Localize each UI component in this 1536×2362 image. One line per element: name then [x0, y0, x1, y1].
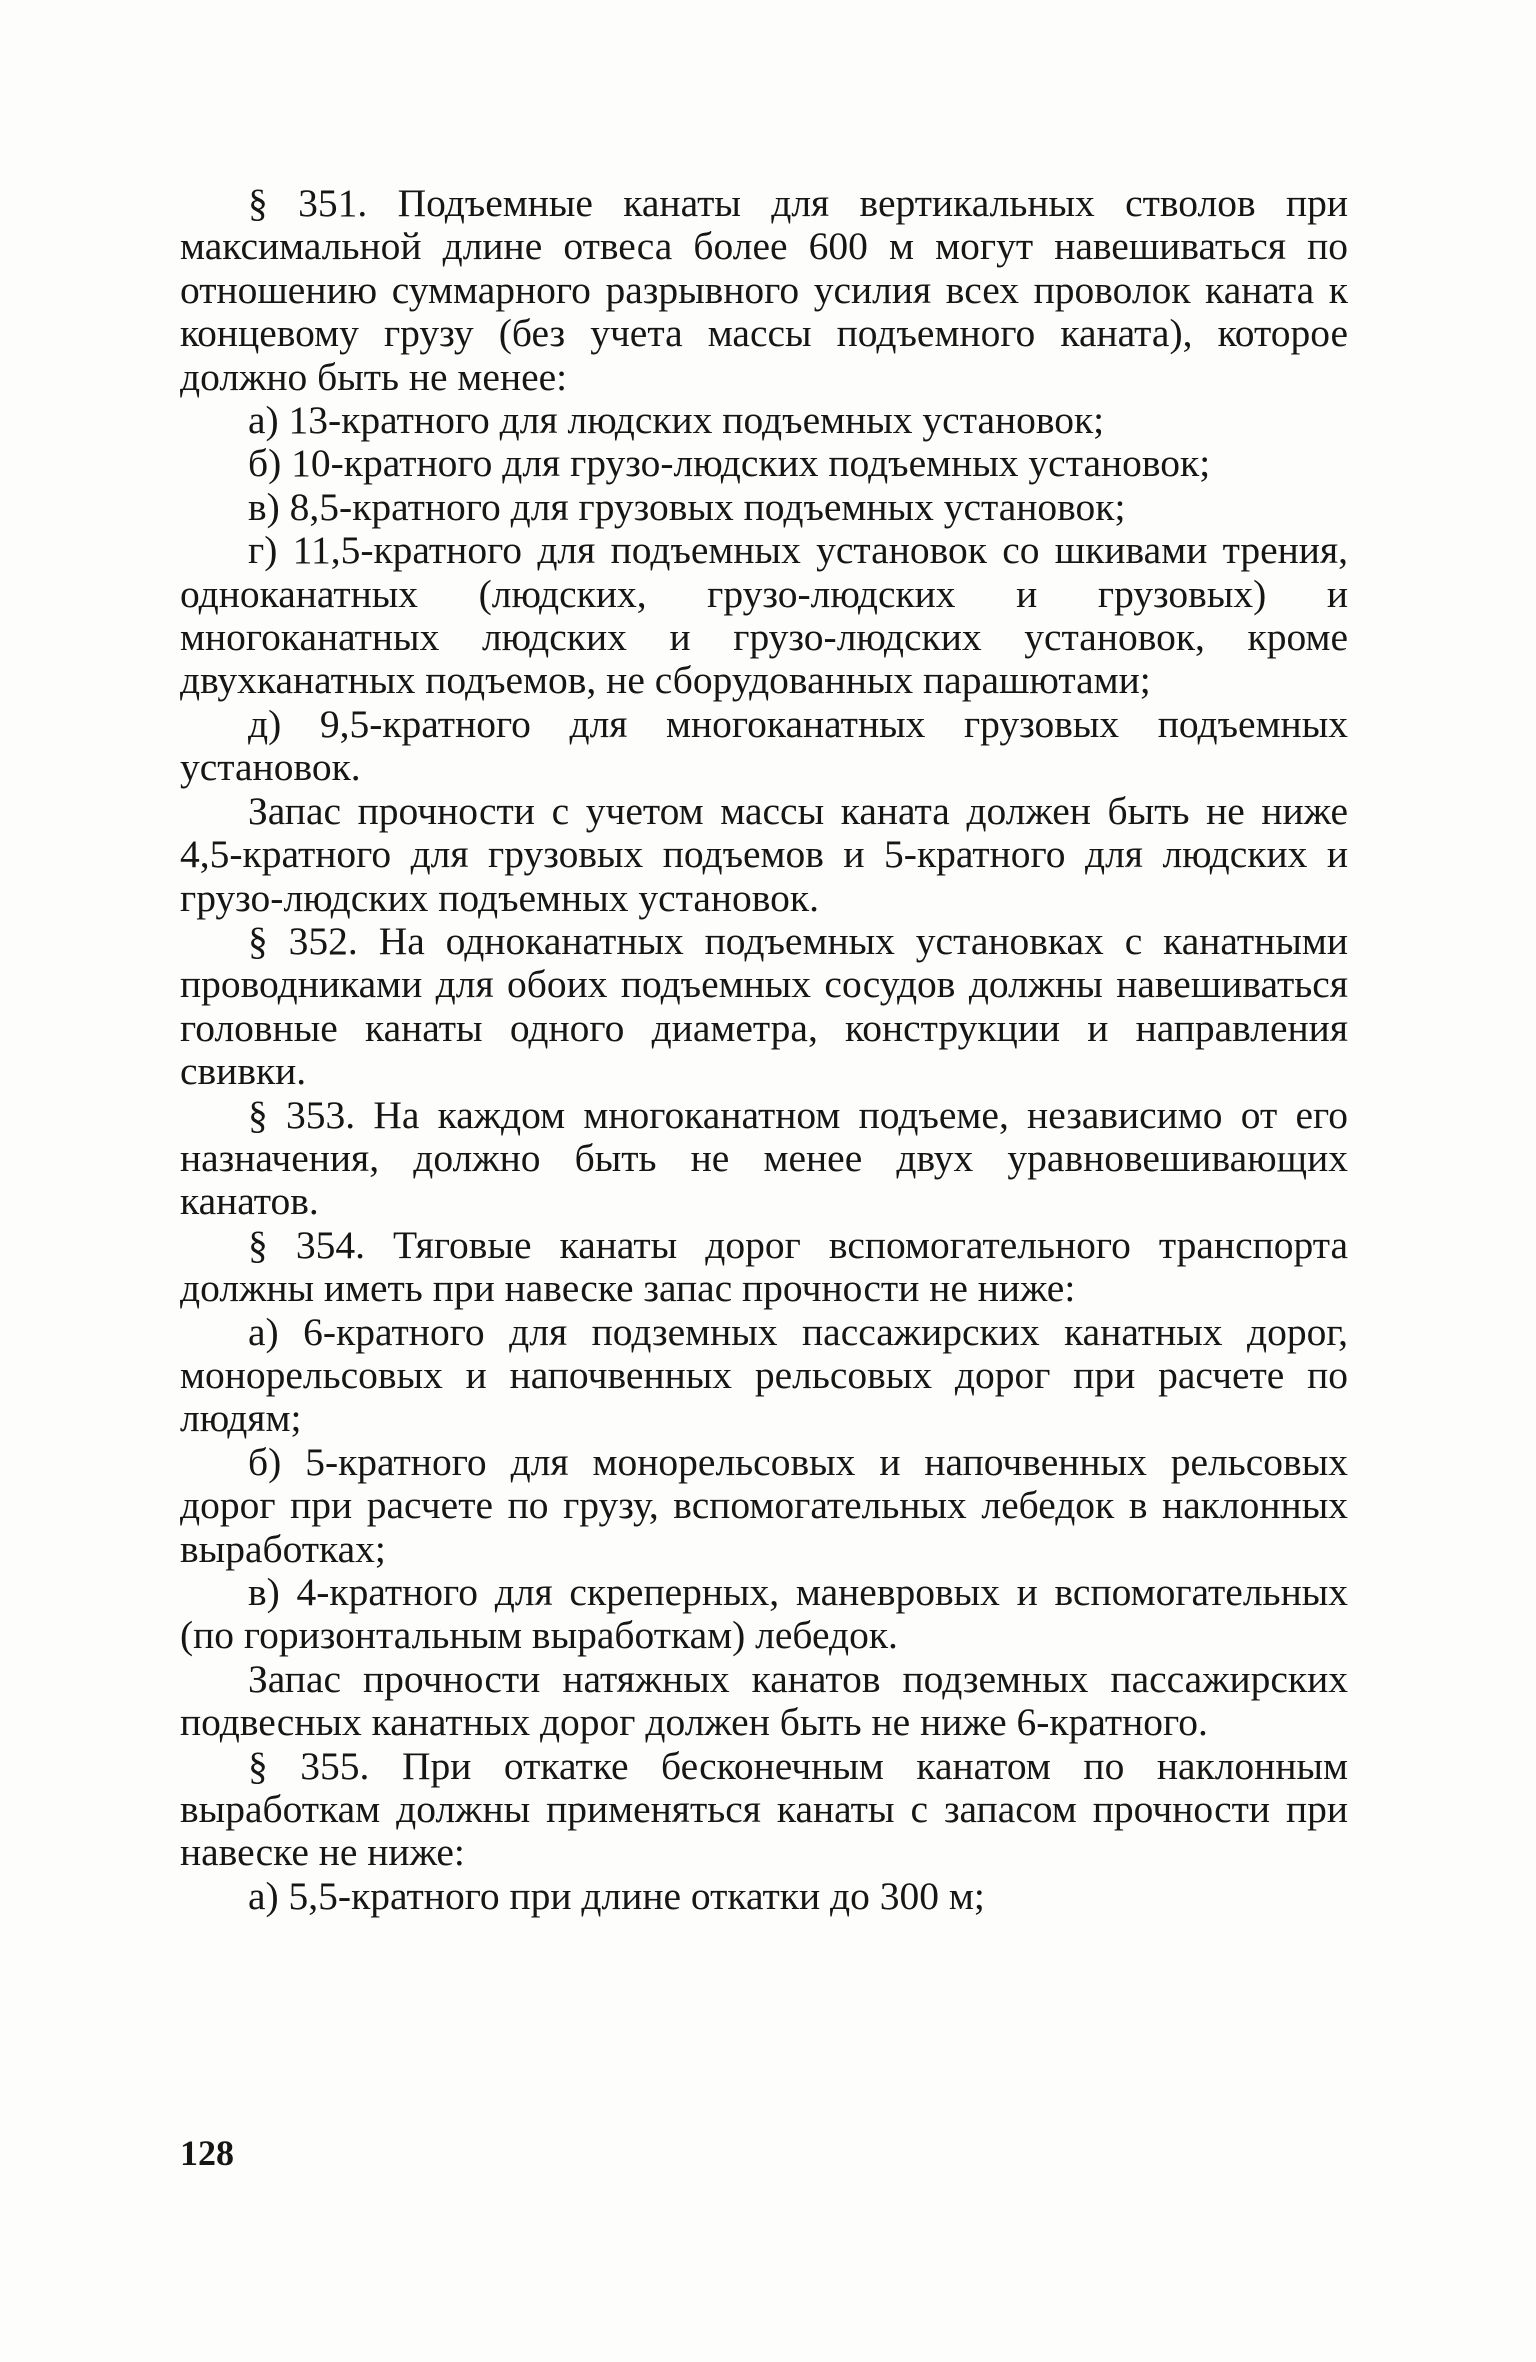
- page-number: 128: [180, 2133, 234, 2173]
- paragraph-354-tension-ropes: Запас прочности натяжных канатов подземных пассажирских подвесных канатных дорог должен быть не ниже 6-кратного.: [180, 1656, 1348, 1745]
- list-item-351-g: г) 11,5-кратного для подъемных установок со шкивами трения, одноканатных (людских, грузо-людских и грузовых) и многоканатных людских и грузо-людских установок, кроме двухканатных подъемов, не сборудованных парашютами;: [180, 528, 1348, 703]
- list-item-351-b: б) 10-кратного для грузо-людских подъемных установок;: [248, 441, 1211, 486]
- paragraph-352: § 352. На одноканатных подъемных установках с канатными проводниками для обоих подъемных сосудов должны навешиваться головные канаты одного диаметра, конструкции и направления свивки.: [180, 918, 1348, 1094]
- list-item-351-v: в) 8,5-кратного для грузовых подъемных установок;: [248, 484, 1126, 529]
- list-item-351-a: а) 13-кратного для людских подъемных установок;: [248, 398, 1105, 443]
- paragraph-351-safety-margin: Запас прочности с учетом массы каната должен быть не ниже 4,5-кратного для грузовых подъемов и 5-кратного для людских и грузо-людских подъемных установок.: [180, 788, 1348, 920]
- list-item-355-a: а) 5,5-кратного при длине откатки до 300 м;: [248, 1873, 985, 1918]
- paragraph-354: § 354. Тяговые канаты дорог вспомогательного транспорта должны иметь при навеске запас прочности не ниже:: [180, 1222, 1348, 1311]
- page-text: [180, 182, 1348, 1918]
- list-item-354-v: в) 4-кратного для скреперных, маневровых и вспомогательных (по горизонтальным выработкам) лебедок.: [180, 1570, 1348, 1658]
- paragraph-355: § 355. При откатке бесконечным канатом по наклонным выработкам должны применяться канаты с запасом прочности при навеске не ниже:: [180, 1743, 1348, 1875]
- paragraph-353: § 353. На каждом многоканатном подъеме, независимо от его назначения, должно быть не менее двух уравновешивающих канатов.: [180, 1092, 1348, 1224]
- list-item-354-b: б) 5-кратного для монорельсовых и напочвенных рельсовых дорог при расчете по грузу, вспомогательных лебедок в наклонных выработках;: [180, 1439, 1348, 1571]
- list-item-354-a: а) 6-кратного для подземных пассажирских канатных дорог, монорельсовых и напочвенных рельсовых дорог при расчете по людям;: [180, 1309, 1348, 1441]
- list-item-351-d: д) 9,5-кратного для многоканатных грузовых подъемных установок.: [180, 701, 1348, 790]
- paragraph-351: § 351. Подъемные канаты для вертикальных стволов при максимальной длине отвеса более 600 м могут навешиваться по отношению суммарного разрывного усилия всех проволок каната к концевому грузу (без учета массы подъемного каната), которое должно быть не менее:: [180, 181, 1348, 399]
